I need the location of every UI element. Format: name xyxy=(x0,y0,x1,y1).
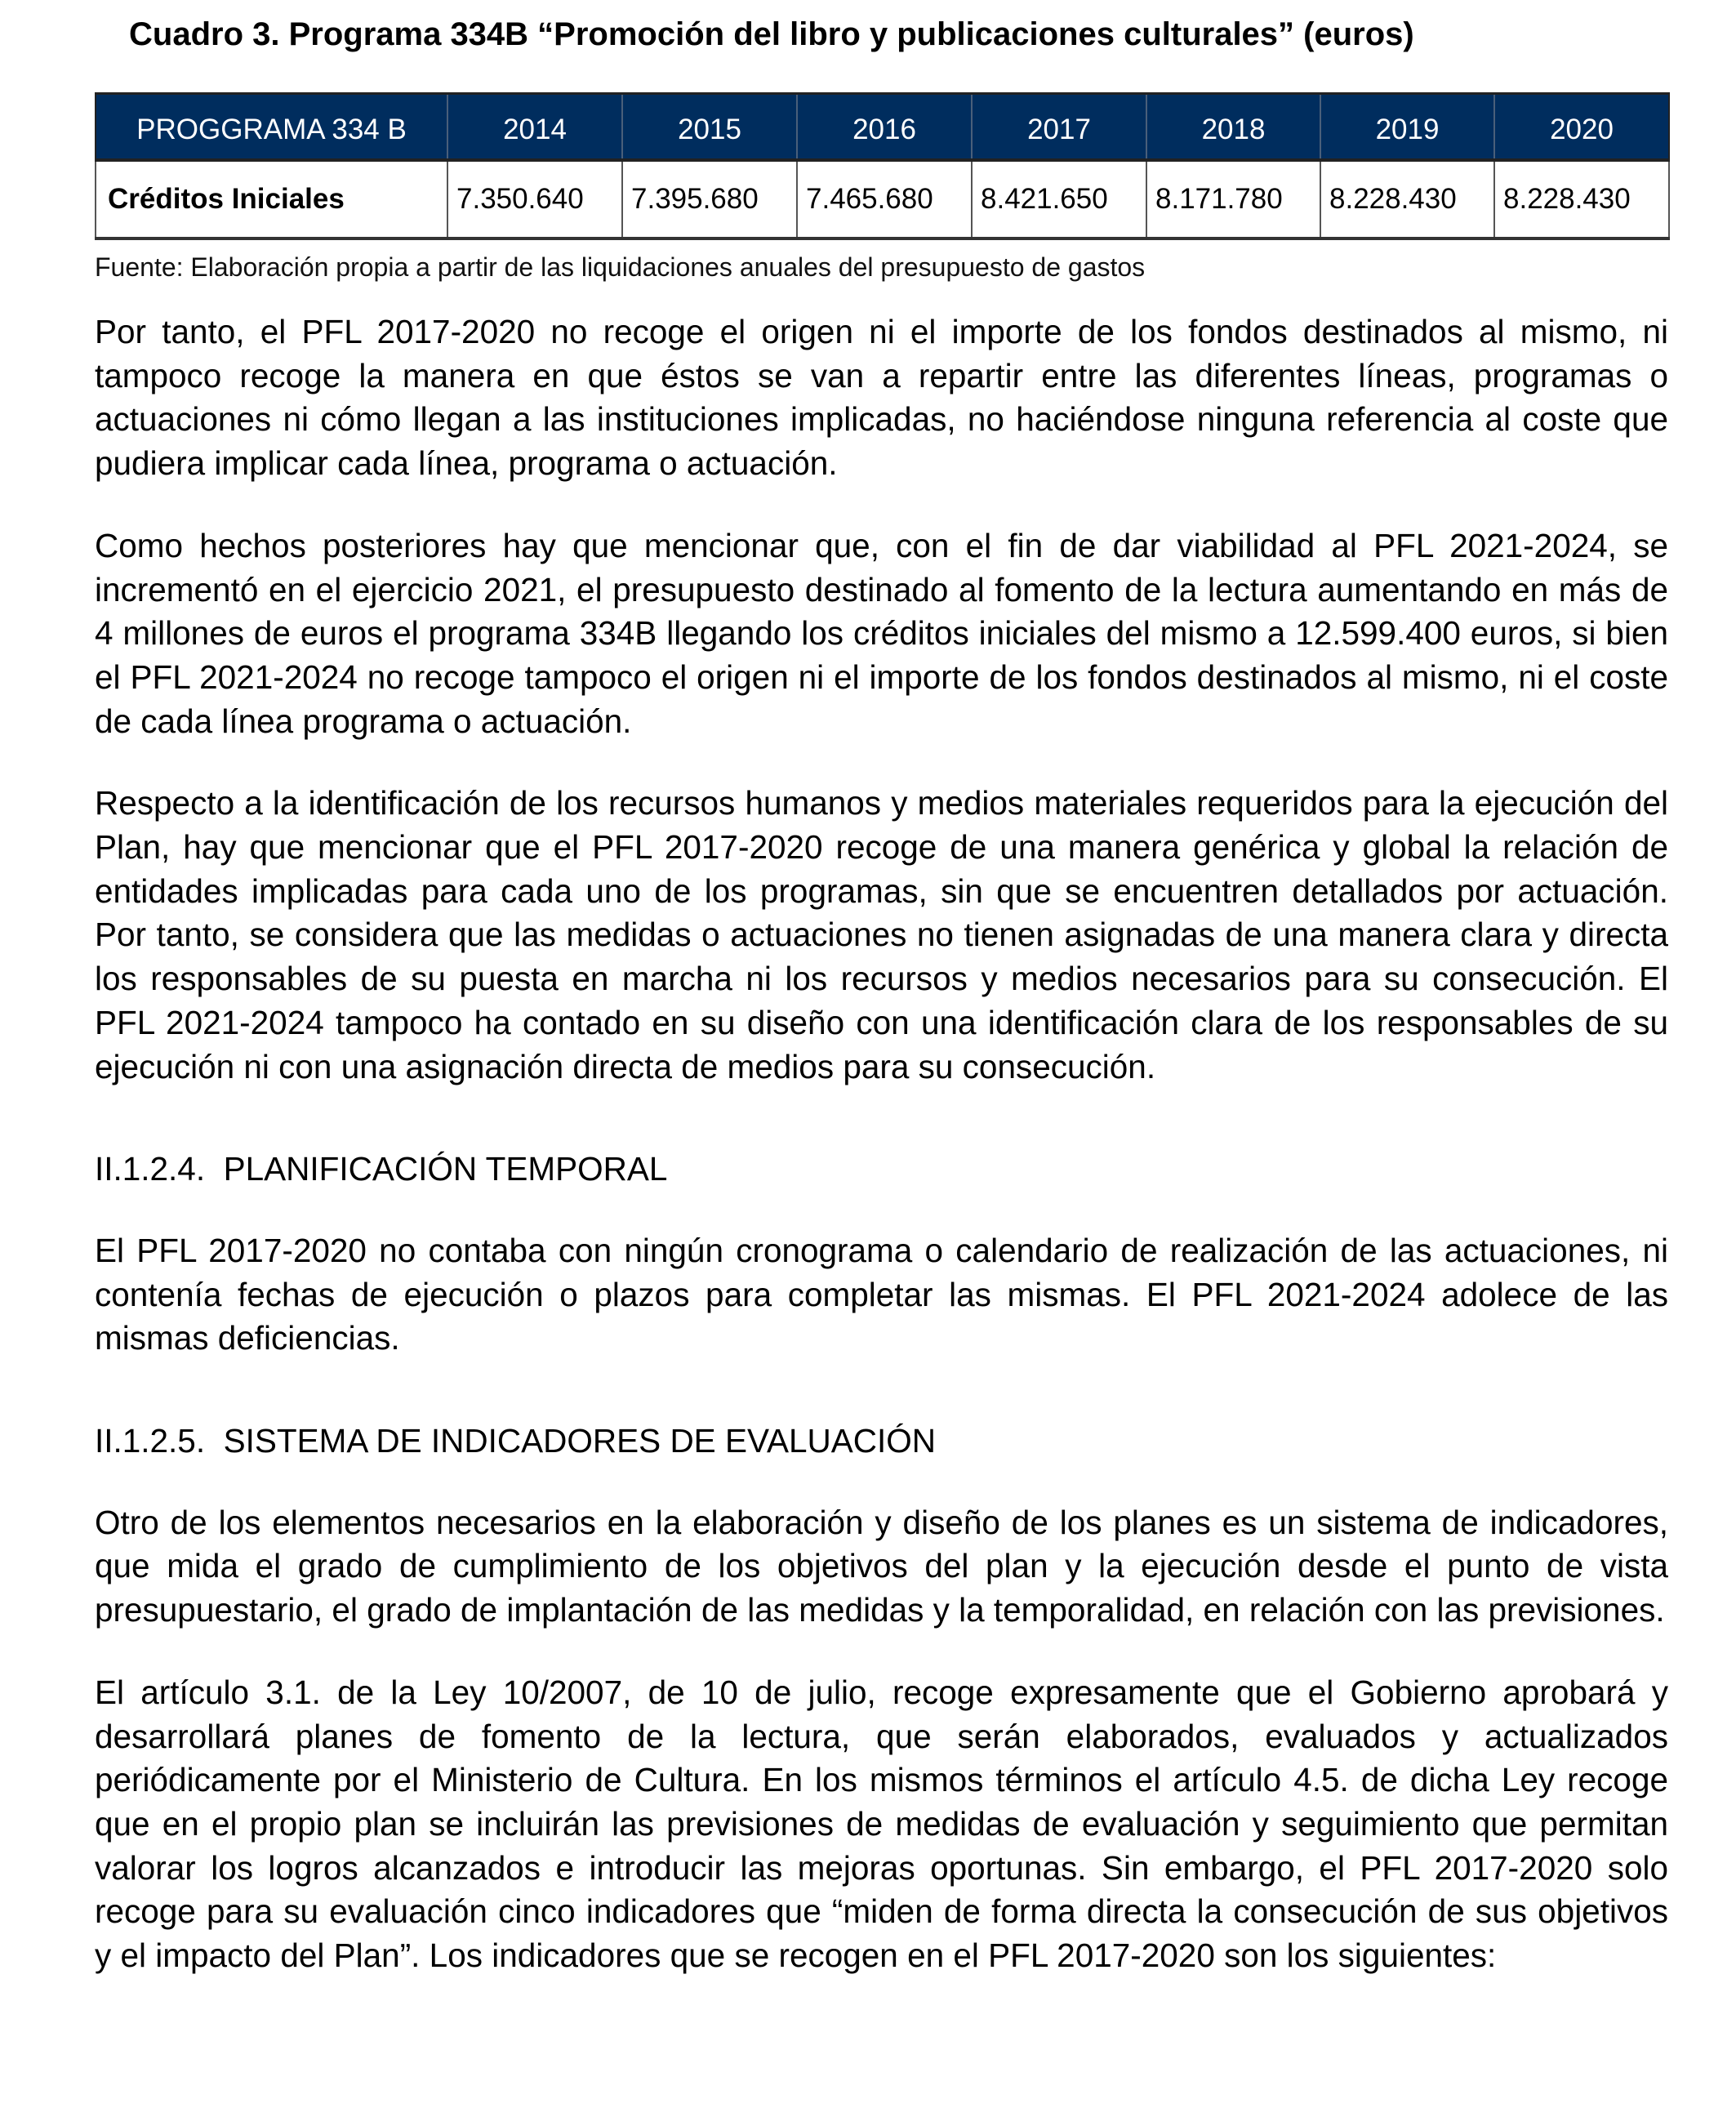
table-header-row xyxy=(96,94,1669,161)
header-program: PROGGRAMA 334 B xyxy=(96,94,447,161)
paragraph: Respecto a la identificación de los recursos humanos y medios materiales requeridos para la ejecución del Plan, hay que mencionar que el PFL 2017-2020 recoge de una manera genérica y global la relación de entidades implicadas para cada uno de los programas, sin que se encuentren detallados por actuación. Por tanto, se considera que las medidas o actuaciones no tienen asignadas de una manera clara y directa los responsables de su puesta en marcha ni los recursos y medios necesarios para su consecución. El PFL 2021-2024 tampoco ha contado en su diseño con una identificación clara de los responsables de su ejecución ni con una asignación directa de medios para su consecución. xyxy=(95,784,1668,1085)
paragraph: El artículo 3.1. de la Ley 10/2007, de 10 de julio, recoge expresamente que el Gobierno aprobará y desarrollará planes de fomento de la lectura, que serán elaborados, evaluados y actualizados periódicamente por el Ministerio de Cultura. En los mismos términos el artículo 4.5. de dicha Ley recoge que en el propio plan se incluirán las previsiones de medidas de evaluación y seguimiento que permitan valorar los logros alcanzados e introducir las mejoras oportunas. Sin embargo, el PFL 2017-2020 solo recoge para su evaluación cinco indicadores que “miden de forma directa la consecución de sus objetivos y el impacto del Plan”. Los indicadores que se recogen en el PFL 2017-2020 son los siguientes: xyxy=(95,1673,1668,1975)
row-label: Créditos Iniciales xyxy=(96,160,447,238)
table-cell: 7.350.640 xyxy=(447,160,622,238)
table-cell: 7.465.680 xyxy=(797,160,972,238)
header-year: 2018 xyxy=(1146,94,1320,161)
table-row xyxy=(96,160,1669,238)
budget-table xyxy=(95,92,1670,240)
paragraph: El PFL 2017-2020 no contaba con ningún cronograma o calendario de realización de las actuaciones, ni contenía fechas de ejecución o plazos para completar las mismas. El PFL 2021-2024 adolece de las mismas deficiencias. xyxy=(95,1231,1668,1357)
table-title: Cuadro 3. Programa 334B “Promoción del libro y publicaciones culturales” (euros) xyxy=(129,16,1414,52)
table-cell: 8.228.430 xyxy=(1494,160,1669,238)
table-cell: 8.421.650 xyxy=(972,160,1146,238)
section-heading: II.1.2.5. SISTEMA DE INDICADORES DE EVALUACIÓN xyxy=(95,1422,937,1460)
header-year: 2019 xyxy=(1320,94,1494,161)
section-heading: II.1.2.4. PLANIFICACIÓN TEMPORAL xyxy=(95,1150,668,1188)
header-year: 2016 xyxy=(797,94,972,161)
table-cell: 8.228.430 xyxy=(1320,160,1494,238)
paragraph: Otro de los elementos necesarios en la elaboración y diseño de los planes es un sistema de indicadores, que mida el grado de cumplimiento de los objetivos del plan y la ejecución desde el punto de vista presupuestario, el grado de implantación de las medidas y la temporalidad, en relación con las previsiones. xyxy=(95,1503,1668,1629)
header-year: 2014 xyxy=(447,94,622,161)
table-cell: 8.171.780 xyxy=(1146,160,1320,238)
table-cell: 7.395.680 xyxy=(622,160,797,238)
header-year: 2017 xyxy=(972,94,1146,161)
paragraph: Como hechos posteriores hay que mencionar que, con el fin de dar viabilidad al PFL 2021-2024, se incrementó en el ejercicio 2021, el presupuesto destinado al fomento de la lectura aumentando en más de 4 millones de euros el programa 334B llegando los créditos iniciales del mismo a 12.599.400 euros, si bien el PFL 2021-2024 no recoge tampoco el origen ni el importe de los fondos destinados al mismo, ni el coste de cada línea programa o actuación. xyxy=(95,526,1668,740)
paragraph: Por tanto, el PFL 2017-2020 no recoge el origen ni el importe de los fondos destinados al mismo, ni tampoco recoge la manera en que éstos se van a repartir entre las diferentes líneas, programas o actuaciones ni cómo llegan a las instituciones implicadas, no haciéndose ninguna referencia al coste que pudiera implicar cada línea, programa o actuación. xyxy=(95,313,1668,483)
table-source-note: Fuente: Elaboración propia a partir de las liquidaciones anuales del presupuesto de gastos xyxy=(95,252,1146,282)
header-year: 2015 xyxy=(622,94,797,161)
document-body xyxy=(95,310,1668,2017)
header-year: 2020 xyxy=(1494,94,1669,161)
